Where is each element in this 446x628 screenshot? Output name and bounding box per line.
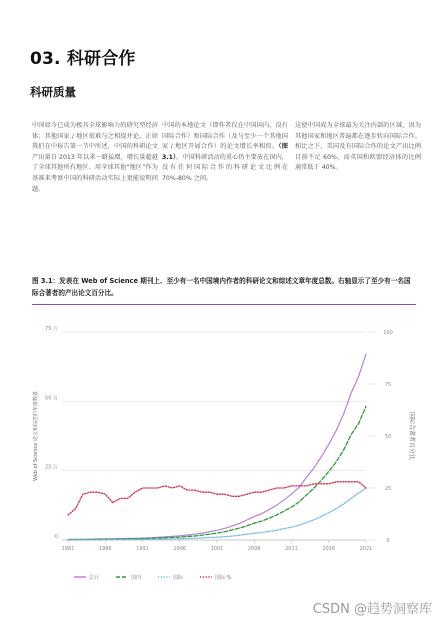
y-tick-label-right: 0: [386, 538, 390, 544]
figure-reference: （图 3.1）: [162, 143, 288, 161]
sub-title: 科研质量: [30, 85, 76, 99]
x-tick-label: 1981: [61, 546, 75, 552]
body-column-2-text-a: 中国的本地论文（即作者仅在中国国内，没有国际合作）和国际合作（及与至少一个其他国家 / 地区开展合作）的论文增长率相似。: [162, 122, 288, 151]
series-line-1: [68, 354, 366, 539]
series-line-3: [68, 488, 366, 540]
body-column-3: 这使中国成为全球最为关注内部的区域，因为其他国家和地区普遍都在逐步转向国际合作。相比之下，美国及有国际合作的论文产出比例目前不足 60%，而英国和欧盟经济体的比例通常低于 40%。: [295, 122, 421, 172]
section-title: 03. 科研合作: [30, 49, 136, 69]
x-tick-label: 2016: [322, 546, 336, 552]
watermark: CSDN @趋势洞察库: [312, 602, 432, 617]
x-tick-label: 2001: [210, 546, 224, 552]
x-tick-label: 1991: [136, 546, 149, 552]
x-tick-label: 1996: [173, 546, 187, 552]
y-tick-label-left: 25 万: [45, 464, 58, 471]
y-tick-label-right: 100: [383, 330, 393, 336]
legend-label: 国内: [131, 575, 142, 581]
caption-divider: [32, 304, 416, 305]
x-tick-label: 2021: [359, 546, 373, 552]
y-tick-label-right: 50: [384, 434, 392, 440]
body-column-2: [162, 121, 288, 185]
series-line-2: [68, 406, 366, 539]
line-chart: [28, 318, 418, 590]
x-tick-label: 2006: [247, 546, 261, 552]
y-tick-label-right: 75: [384, 382, 392, 388]
body-column-1: 中国如今已成为极具全球影响力的研究型经济体；其他国家 / 地区很难与之相提并论。正如我们在中报告第一节中所述，中国的科研论文产出量自 2013 年以来一路猛增，增长量超越了全球其他所有地区。用全球其他“地区”作为基准来考察中国的科研活动实际上更能说明问题。: [32, 122, 158, 193]
x-tick-label: 2011: [285, 546, 298, 552]
y-tick-label-left: 75 万: [45, 326, 58, 332]
y-tick-label-left: 0: [54, 534, 58, 540]
y-axis-title-right: 国际合著者百分比: [408, 411, 415, 461]
series-line-4: [68, 482, 366, 515]
legend-label: 总计: [89, 575, 100, 581]
body-column-2-text-b: 。中国科研活动的重心仍主要放在国内，没有任何国际合作的科研论文比例在 70%-80% 之间。: [162, 153, 288, 182]
legend-label: 国际 %: [215, 575, 232, 581]
y-axis-title-left: Web of Science 论文和综述的年度数量: [33, 391, 39, 481]
figure-caption: 图 3.1：发表在 Web of Science 期刊上、至少有一名中国境内作者的科研论文和综述文章年度总数。右轴显示了至少有一名国际合著者的产出论文百分比。: [32, 277, 411, 297]
legend-label: 国际: [173, 575, 184, 581]
y-tick-label-right: 25: [384, 486, 392, 492]
x-tick-label: 1986: [98, 546, 112, 552]
y-tick-label-left: 50 万: [45, 395, 58, 402]
